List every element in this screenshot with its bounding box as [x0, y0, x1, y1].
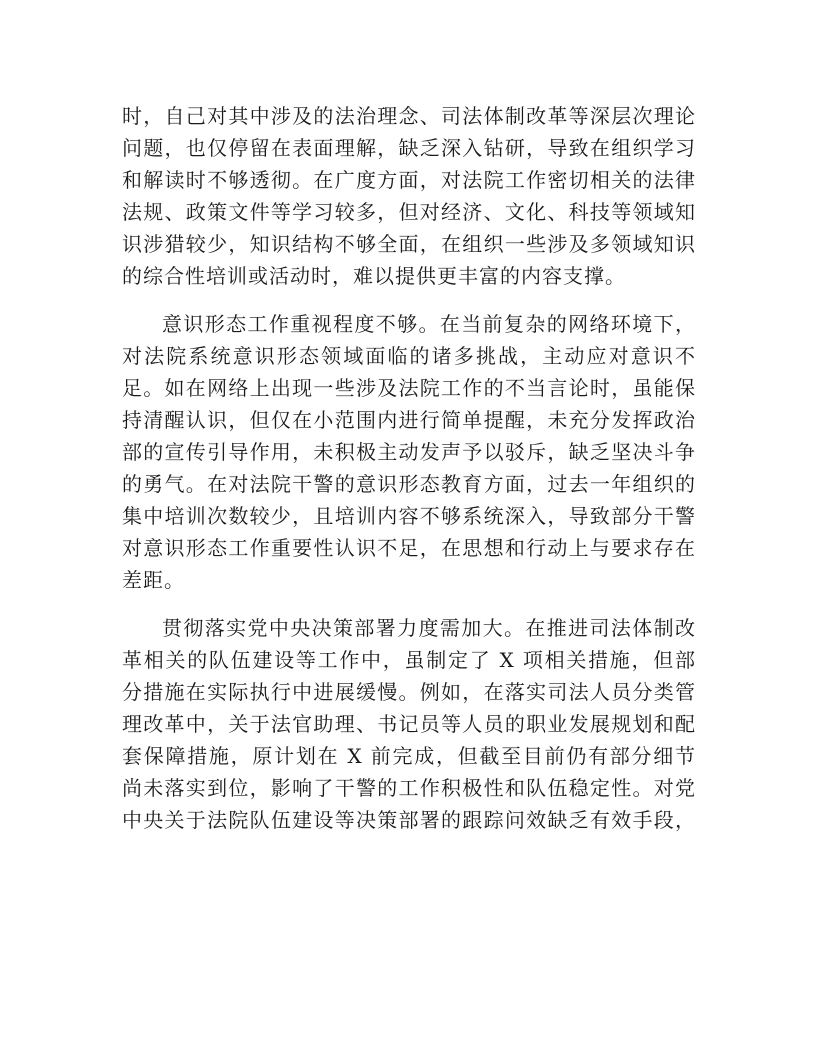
- text-line: 时，自己对其中涉及的法治理念、司法体制改革等深层次理论: [122, 104, 696, 128]
- text-line: 对法院系统意识形态领域面临的诸多挑战，主动应对意识不: [122, 344, 696, 368]
- paragraph-spacing: [122, 596, 696, 612]
- text-line: 法规、政策文件等学习较多，但对经济、文化、科技等领域知: [122, 200, 696, 224]
- body-text: [122, 100, 696, 836]
- text-line: 的综合性培训或活动时，难以提供更丰富的内容支撑。: [122, 264, 626, 288]
- paragraph: [122, 100, 696, 292]
- text-line: 中央关于法院队伍建设等决策部署的跟踪问效缺乏有效手段，: [122, 808, 696, 832]
- text-line: 意识形态工作重视程度不够。在当前复杂的网络环境下，: [162, 312, 696, 336]
- paragraph-spacing: [122, 292, 696, 308]
- text-line: 对意识形态工作重要性认识不足，在思想和行动上与要求存在: [122, 536, 696, 560]
- text-line: 差距。: [122, 568, 185, 592]
- text-line: 持清醒认识，但仅在小范围内进行简单提醒，未充分发挥政治: [122, 408, 696, 432]
- text-line: 和解读时不够透彻。在广度方面，对法院工作密切相关的法律: [122, 168, 696, 192]
- text-line: 集中培训次数较少，且培训内容不够系统深入，导致部分干警: [122, 504, 696, 528]
- text-line: 尚未落实到位，影响了干警的工作积极性和队伍稳定性。对党: [122, 776, 696, 800]
- text-line: 问题，也仅停留在表面理解，缺乏深入钻研，导致在组织学习: [122, 136, 696, 160]
- text-line: 贯彻落实党中央决策部署力度需加大。在推进司法体制改: [162, 616, 696, 640]
- text-line: 部的宣传引导作用，未积极主动发声予以驳斥，缺乏坚决斗争: [122, 440, 696, 464]
- text-line: 理改革中，关于法官助理、书记员等人员的职业发展规划和配: [122, 712, 696, 736]
- paragraph: [122, 612, 696, 836]
- text-line: 识涉猎较少，知识结构不够全面，在组织一些涉及多领域知识: [122, 232, 696, 256]
- paragraph: [122, 308, 696, 596]
- text-line: 的勇气。在对法院干警的意识形态教育方面，过去一年组织的: [122, 472, 696, 496]
- text-line: 套保障措施，原计划在 X 前完成，但截至目前仍有部分细节: [122, 744, 696, 768]
- text-line: 分措施在实际执行中进展缓慢。例如，在落实司法人员分类管: [122, 680, 696, 704]
- text-line: 足。如在网络上出现一些涉及法院工作的不当言论时，虽能保: [122, 376, 696, 400]
- text-line: 革相关的队伍建设等工作中，虽制定了 X 项相关措施，但部: [122, 648, 696, 672]
